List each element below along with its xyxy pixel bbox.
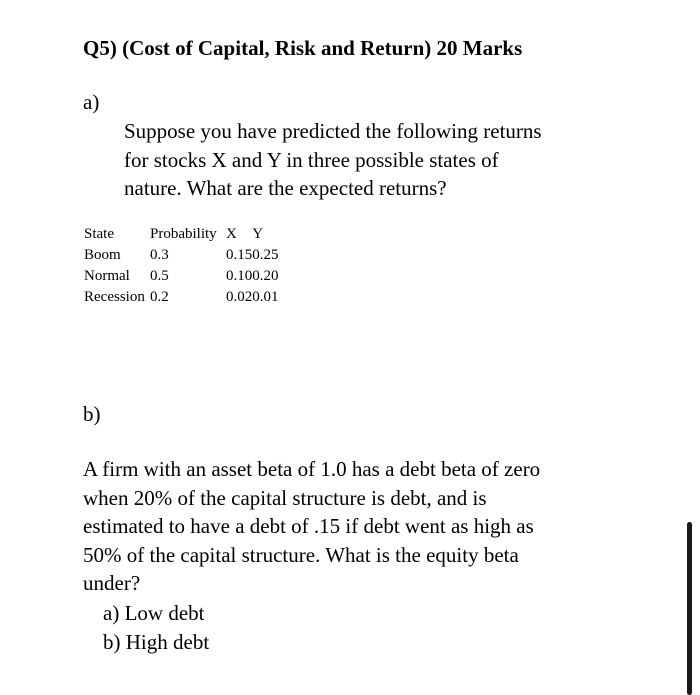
part-b-question: [83, 455, 643, 598]
cell-y: 0.20: [252, 268, 279, 284]
cell-state: Boom: [84, 247, 121, 263]
part-b-question-line: estimated to have a debt of .15 if debt went as high as: [83, 514, 534, 538]
table-row: [84, 266, 282, 287]
sub-item-high-debt: [103, 628, 209, 657]
header-state: State: [84, 226, 114, 242]
part-a-question-line: Suppose you have predicted the following returns: [124, 119, 542, 143]
header-x: X: [226, 226, 237, 242]
part-b-question-line: under?: [83, 571, 141, 595]
returns-table: [84, 224, 282, 308]
sub-item-text: Low debt: [124, 601, 205, 625]
header-y: Y: [252, 226, 264, 242]
cell-state: Recession: [84, 289, 145, 305]
part-b-sub-items: [103, 599, 209, 656]
sub-item-text: High debt: [125, 629, 210, 654]
cell-probability: 0.2: [150, 289, 169, 305]
sub-item-marker: b): [103, 629, 121, 654]
table-header-row: [84, 224, 282, 245]
cell-x: 0.02: [226, 289, 253, 305]
header-probability: Probability: [150, 226, 217, 242]
part-b-question-line: A firm with an asset beta of 1.0 has a debt beta of zero: [83, 457, 541, 481]
part-a-question-line: nature. What are the expected returns?: [124, 176, 447, 200]
table-row: [84, 287, 282, 308]
sub-item-marker: a): [103, 601, 120, 625]
part-b-label: b): [83, 402, 101, 426]
vertical-scrollbar[interactable]: [687, 522, 692, 695]
cell-x: 0.15: [226, 247, 253, 263]
cell-y: 0.25: [252, 247, 279, 263]
sub-item-low-debt: [103, 599, 209, 628]
cell-probability: 0.3: [150, 247, 169, 263]
table-row: [84, 245, 282, 266]
cell-x: 0.10: [226, 268, 253, 284]
part-a-question-line: for stocks X and Y in three possible states of: [124, 147, 499, 172]
part-b-question-line: when 20% of the capital structure is debt, and is: [83, 485, 487, 510]
part-a-label: a): [83, 90, 100, 114]
cell-probability: 0.5: [150, 268, 169, 284]
question-title: Q5) (Cost of Capital, Risk and Return) 20 Marks: [83, 36, 523, 60]
cell-y: 0.01: [252, 289, 279, 305]
part-b-question-line: 50% of the capital structure. What is the equity beta: [83, 542, 519, 567]
cell-state: Normal: [84, 268, 130, 284]
part-a-question: [124, 117, 624, 203]
